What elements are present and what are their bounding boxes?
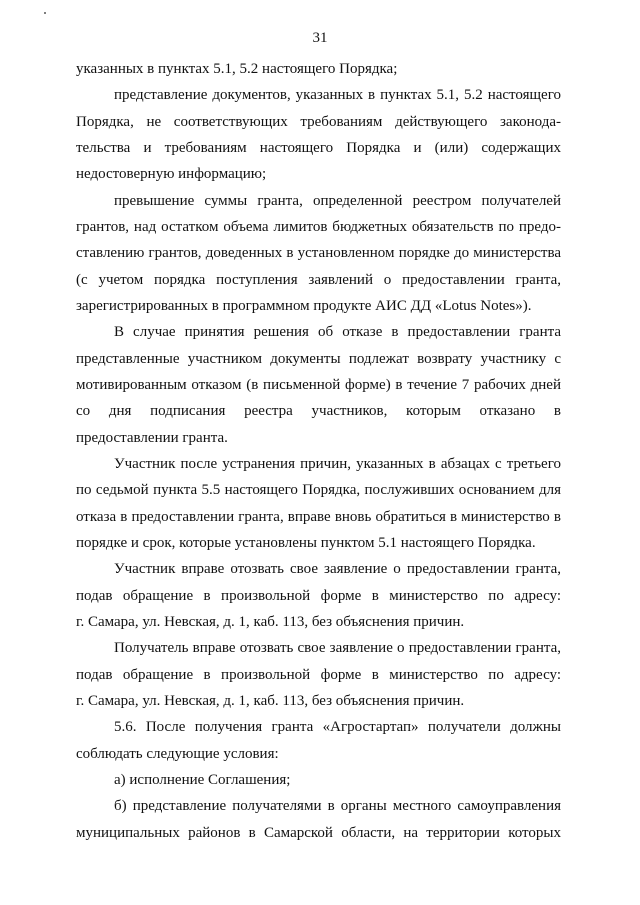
- text-line: 5.6. После получения гранта «Агростартап» получатели должны: [114, 719, 561, 735]
- text-line: по седьмой пункта 5.5 настоящего Порядка, послуживших основанием для: [76, 482, 561, 498]
- text-line: со дня подписания реестра участников, которым отказано в: [76, 403, 561, 419]
- text-line: подав обращение в произвольной форме в министерство по адресу:: [76, 667, 561, 683]
- text-line: Участник вправе отозвать свое заявление о предоставлении гранта,: [114, 561, 561, 577]
- page-number: 31: [312, 30, 328, 46]
- scan-speck: [44, 12, 46, 14]
- text-line: недостоверную информацию;: [76, 166, 267, 182]
- text-line: Порядка, не соответствующих требованиям действующего законода-: [76, 114, 561, 130]
- text-line: предоставлении гранта.: [76, 430, 228, 446]
- text-line: мотивированным отказом (в письменной форме) в течение 7 рабочих дней: [76, 377, 561, 393]
- text-line: порядке и срок, которые установлены пунктом 5.1 настоящего Порядка.: [76, 535, 536, 551]
- text-line: зарегистрированных в программном продукте АИС ДД «Lotus Notes»).: [76, 298, 532, 314]
- text-line: ставлению грантов, доведенных в установленном порядке до министерства: [76, 245, 561, 261]
- text-line: соблюдать следующие условия:: [76, 746, 279, 762]
- text-line: (с учетом порядка поступления заявлений о предоставлении гранта,: [76, 272, 561, 288]
- text-line: а) исполнение Соглашения;: [114, 772, 291, 788]
- text-line: г. Самара, ул. Невская, д. 1, каб. 113, без объяснения причин.: [76, 614, 465, 630]
- text-line: Участник после устранения причин, указанных в абзацах с третьего: [114, 456, 561, 472]
- text-line: грантов, над остатком объема лимитов бюджетных обязательств по предо-: [76, 219, 561, 235]
- text-line: б) представление получателями в органы местного самоуправления: [114, 798, 561, 814]
- text-line: превышение суммы гранта, определенной реестром получателей: [114, 193, 561, 209]
- text-line: В случае принятия решения об отказе в предоставлении гранта: [114, 324, 561, 340]
- text-line: тельства и требованиям настоящего Порядка и (или) содержащих: [76, 140, 561, 156]
- text-line: подав обращение в произвольной форме в министерство по адресу:: [76, 588, 561, 604]
- text-line: указанных в пунктах 5.1, 5.2 настоящего Порядка;: [76, 61, 398, 77]
- text-line: отказа в предоставлении гранта, вправе вновь обратиться в министерство в: [76, 509, 561, 525]
- text-line: представленные участником документы подлежат возврату участнику с: [76, 351, 561, 367]
- text-line: Получатель вправе отозвать свое заявление о предоставлении гранта,: [114, 640, 561, 656]
- text-line: представление документов, указанных в пунктах 5.1, 5.2 настоящего: [114, 87, 561, 103]
- text-line: муниципальных районов в Самарской области, на территории которых: [76, 825, 561, 841]
- text-line: г. Самара, ул. Невская, д. 1, каб. 113, без объяснения причин.: [76, 693, 465, 709]
